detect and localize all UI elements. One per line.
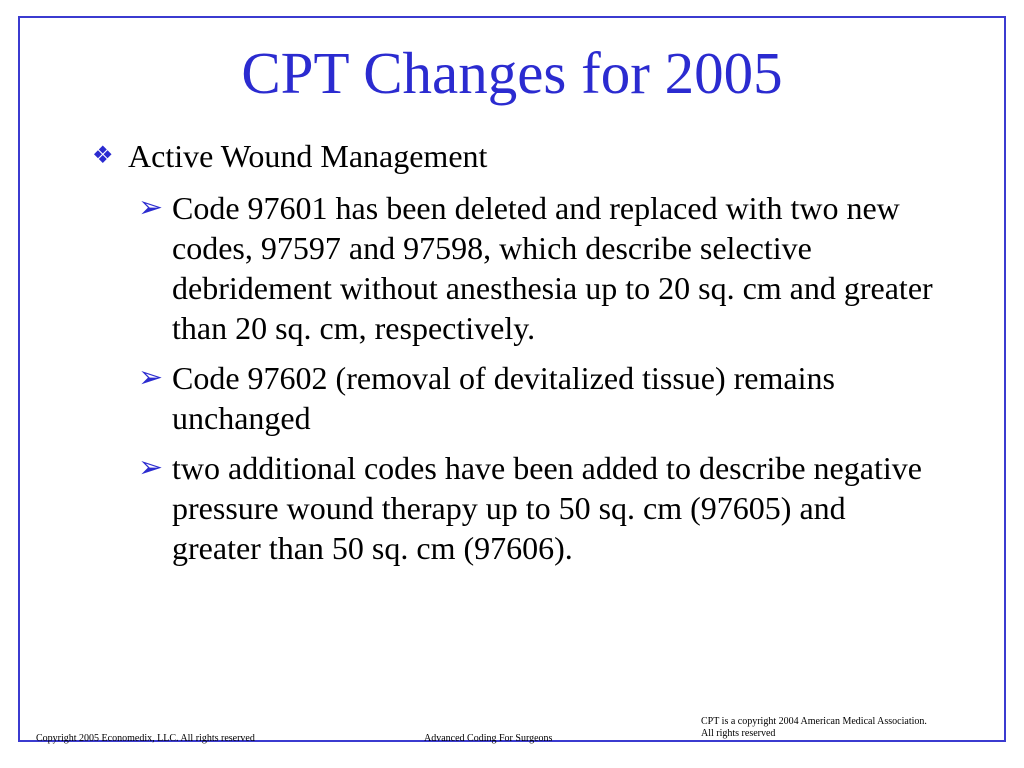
sub-bullet-item (138, 448, 938, 568)
footer-cpt-notice (701, 716, 927, 740)
heading-bullet-text: Active Wound Management (128, 138, 488, 174)
sub-bullet-text: Code 97601 has been deleted and replaced with two new codes, 97597 and 97598, which describe selective debridement without anesthesia up to 20 sq. cm and greater than 20 sq. cm, respectively. (172, 190, 933, 346)
sub-bullet-list (138, 188, 938, 578)
arrow-bullet-icon: ➢ (138, 191, 164, 224)
diamond-bullet-icon: ❖ (92, 143, 114, 169)
arrow-bullet-icon: ➢ (138, 451, 164, 484)
sub-bullet-text: Code 97602 (removal of devitalized tissue) remains unchanged (172, 360, 835, 436)
footer-course-title: Advanced Coding For Surgeons (424, 733, 553, 744)
footer-copyright: Copyright 2005 Economedix, LLC. All rights reserved (36, 733, 255, 744)
footer-cpt-line1: CPT is a copyright 2004 American Medical Association. (701, 716, 927, 727)
sub-bullet-text: two additional codes have been added to describe negative pressure wound therapy up to 50 sq. cm (97605) and greater than 50 sq. cm (97606). (172, 450, 922, 566)
sub-bullet-item (138, 358, 938, 438)
sub-bullet-item (138, 188, 938, 348)
footer-cpt-line2: All rights reserved (701, 728, 776, 739)
slide-title: CPT Changes for 2005 (241, 40, 783, 106)
heading-bullet (92, 136, 487, 176)
arrow-bullet-icon: ➢ (138, 361, 164, 394)
